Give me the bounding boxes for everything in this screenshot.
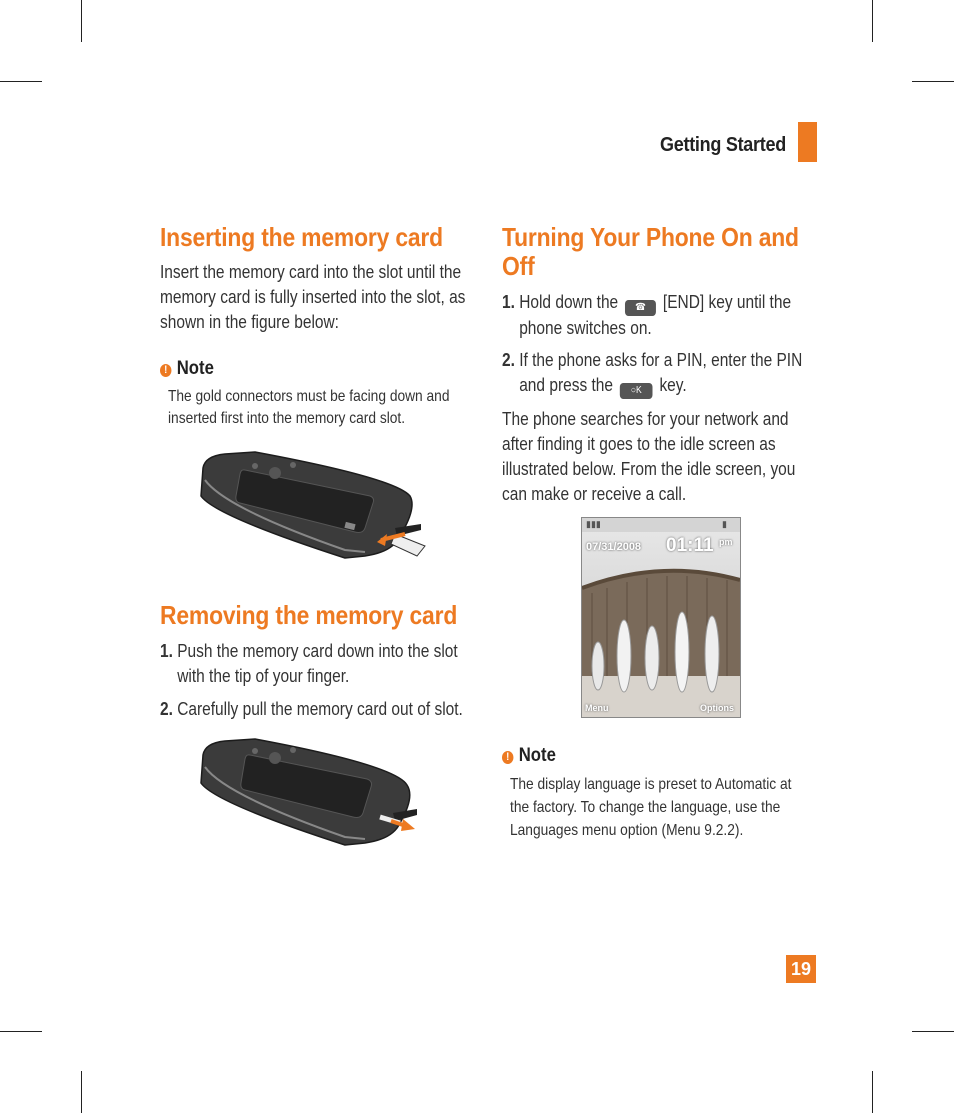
note-heading xyxy=(160,358,214,380)
heading-inserting-memory-card: Inserting the memory card xyxy=(160,222,443,252)
crop-mark xyxy=(912,81,954,82)
crop-mark xyxy=(872,0,873,42)
crop-mark xyxy=(81,1071,82,1113)
step-number: 2. xyxy=(160,699,173,719)
step-number: 2. xyxy=(502,350,515,370)
note-label: Note xyxy=(518,745,556,766)
idle-time: 01:11 xyxy=(666,535,714,556)
idle-date: 07/31/2008 xyxy=(586,541,642,553)
step-text-before: If the phone asks for a PIN, enter the PIN and press the xyxy=(519,350,803,395)
note-label: Note xyxy=(176,358,214,379)
softkey-options: Options xyxy=(700,703,734,713)
remove-step-2 xyxy=(160,697,470,722)
step-text-before: Hold down the xyxy=(519,292,619,312)
idle-screen-illustration xyxy=(581,517,741,718)
section-header: Getting Started xyxy=(660,134,786,156)
step-number: 1. xyxy=(502,292,515,312)
step-text xyxy=(502,290,805,341)
crop-mark xyxy=(0,81,42,82)
idle-ampm: pm xyxy=(719,537,733,547)
step-text-after: [END] key until the phone switches on. xyxy=(519,292,792,338)
heading-turning-phone-on-off: Turning Your Phone On and Off xyxy=(502,222,799,281)
crop-mark xyxy=(0,1031,42,1032)
note-text: The gold connectors must be facing down and inserted first into the memory card slot. xyxy=(168,388,450,427)
signal-icon: ▮▮▮ xyxy=(586,519,601,529)
softkey-menu: Menu xyxy=(585,703,609,713)
insert-body-text: Insert the memory card into the slot until the memory card is fully inserted into the slot, as shown in the figure below: xyxy=(160,262,466,332)
warning-icon: ! xyxy=(502,751,513,764)
battery-icon: ▮ xyxy=(722,519,727,529)
step-text-after: key. xyxy=(659,375,687,395)
step-text xyxy=(502,348,805,399)
power-step-2 xyxy=(502,348,805,399)
crop-mark xyxy=(912,1031,954,1032)
power-step-1 xyxy=(502,290,805,341)
step-text: Carefully pull the memory card out of slot. xyxy=(177,699,463,719)
idle-screen-body-text: The phone searches for your network and after finding it goes to the idle screen as illustrated below. From the idle screen, you can make or receive a call. xyxy=(502,409,796,504)
step-number: 1. xyxy=(160,641,173,661)
note-text: The display language is preset to Automatic at the factory. To change the language, use the Languages menu option (Menu 9.2.2). xyxy=(510,776,792,839)
crop-mark xyxy=(81,0,82,42)
remove-step-1 xyxy=(160,639,463,689)
heading-removing-memory-card: Removing the memory card xyxy=(160,600,458,630)
end-key-icon: ☎ xyxy=(625,300,656,316)
phone-remove-card-illustration xyxy=(195,735,425,847)
ok-key-icon: ○K xyxy=(620,383,653,399)
warning-icon: ! xyxy=(160,364,171,377)
step-text: Push the memory card down into the slot with the tip of your finger. xyxy=(177,641,458,686)
page-number: 19 xyxy=(786,955,816,983)
section-accent-bar xyxy=(798,122,817,162)
crop-mark xyxy=(872,1071,873,1113)
note-heading xyxy=(502,745,556,767)
phone-insert-card-illustration xyxy=(195,448,435,563)
